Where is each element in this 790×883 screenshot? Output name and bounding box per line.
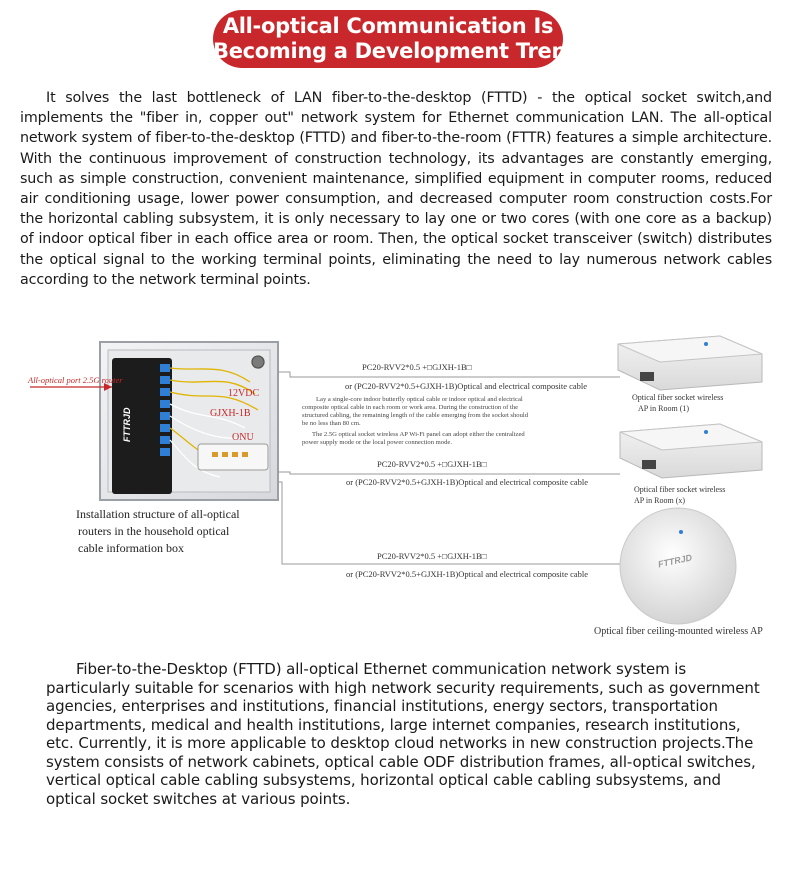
onu-label: ONU	[232, 432, 254, 443]
title-banner	[213, 10, 581, 68]
ap-room-1	[618, 336, 762, 390]
title-line-1: All-optical Communication Is	[222, 14, 554, 38]
router-label: All-optical port 2.5G router	[28, 375, 123, 385]
note-line-2: composite optical cable in each room or work area. During the construction of the	[302, 404, 519, 411]
title-line-2: Becoming a Development Trend	[213, 39, 581, 63]
cable3-alt: or (PC20-RVV2*0.5+GJXH-1B)Optical and electrical composite cable	[346, 569, 589, 579]
intro-paragraph: It solves the last bottleneck of LAN fiber-to-the-desktop (FTTD) - the optical socket switch,and implements the "fiber in, copper out" network system for Ethernet communication LAN. The all-optical network system of fiber-to-the-desktop (FTTD) and fiber-to-the-room (FTTR) features a simple architecture. With the continuous improvement of construction technology, its advantages are constantly emerging, such as simple construction, convenient maintenance, simplified equipment in computer rooms, reduced air conditioning usage, lower power consumption, and decreased computer room construction costs.For the horizontal cabling subsystem, it is only necessary to lay one or two cores (with one core as a backup) of indoor optical fiber in each office area or room. Then, the optical socket transceiver (switch) distributes the optical signal to the working terminal points, eliminating the need to lay numerous network cables according to the network terminal points.	[20, 90, 772, 288]
onu-device	[198, 444, 268, 470]
cable1-alt: or (PC20-RVV2*0.5+GJXH-1B)Optical and electrical composite cable	[345, 381, 588, 391]
note-line-4: be no less than 80 cm.	[302, 420, 361, 427]
cable1-code: PC20-RVV2*0.5 +□GJXH-1B□	[362, 362, 472, 372]
cable2-code: PC20-RVV2*0.5 +□GJXH-1B□	[377, 459, 487, 469]
cable3-code: PC20-RVV2*0.5 +□GJXH-1B□	[377, 551, 487, 561]
ap1-label-line-2: AP in Room (1)	[638, 404, 690, 413]
outro-text	[46, 660, 762, 808]
intro-text	[20, 88, 772, 290]
note-line-6: power supply mode or the local power connection mode.	[302, 439, 452, 446]
ap1-label-line-1: Optical fiber socket wireless	[632, 393, 724, 402]
ceiling-brand: FTTRJD	[657, 552, 693, 570]
voltage-label: 12VDC	[228, 388, 260, 399]
ap3-label: Optical fiber ceiling-mounted wireless AP	[594, 626, 763, 637]
ap-room-x	[620, 424, 762, 478]
outro-paragraph: Fiber-to-the-Desktop (FTTD) all-optical Ethernet communication network system is particularly suitable for scenarios with high network security requirements, such as government agencies, enterprises and institutions, financial institutions, energy sectors, transportation departments, medical and health institutions, large internet companies, research institutions, etc. Currently, it is more applicable to desktop cloud networks in new construction projects.The system consists of network cabinets, optical cable ODF distribution frames, all-optical switches, vertical optical cable cabling subsystems, horizontal optical cable cabling subsystems, and optical socket switches at various points.	[46, 660, 760, 808]
note-line-3: structured cabling, the remaining length of the cable emerging from the socket should	[302, 412, 529, 419]
installation-diagram	[20, 332, 780, 642]
router-brand: FTTRJD	[122, 407, 132, 442]
box-caption-line-3: cable information box	[78, 541, 184, 555]
note-line-1: Lay a single-core indoor butterfly optical cable or indoor optical and electrical	[316, 396, 523, 403]
box-caption-line-1: Installation structure of all-optical	[76, 507, 240, 521]
ap2-label-line-1: Optical fiber socket wireless	[634, 485, 726, 494]
installation-note	[302, 396, 529, 446]
ap2-label-line-2: AP in Room (x)	[634, 496, 686, 505]
box-caption-line-2: routers in the household optical	[78, 524, 230, 538]
cable2-alt: or (PC20-RVV2*0.5+GJXH-1B)Optical and electrical composite cable	[346, 477, 589, 487]
note-line-5: The 2.5G optical socket wireless AP Wi-Fi panel can adopt either the centralized	[312, 431, 525, 438]
ceiling-ap	[620, 508, 736, 624]
gjxh-label: GJXH-1B	[210, 408, 251, 419]
